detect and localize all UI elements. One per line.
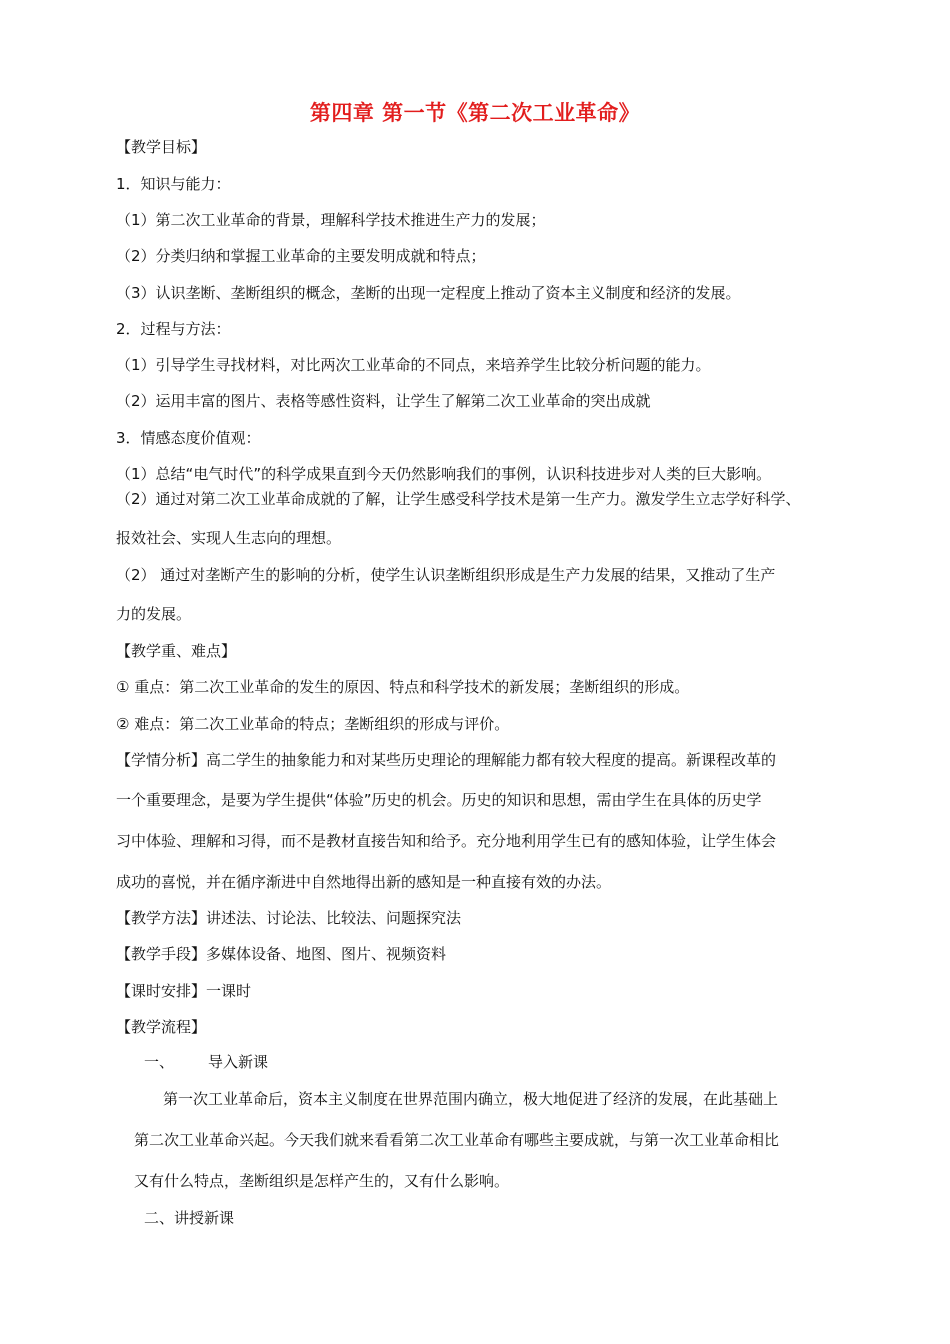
page-title: 第四章 第一节《第二次工业革命》 bbox=[309, 101, 641, 125]
section-1-heading bbox=[144, 1052, 268, 1072]
analysis-line-4: 成功的喜悦，并在循序渐进中自然地得出新的感知是一种直接有效的办法。 bbox=[116, 873, 612, 891]
process-heading: 2．过程与方法： bbox=[116, 320, 231, 338]
knowledge-heading: 1．知识与能力： bbox=[116, 175, 231, 193]
keypoints-focus: ① 重点：第二次工业革命的发生的原因、特点和科学技术的新发展；垄断组织的形成。 bbox=[116, 678, 690, 696]
intro-line-2: 第二次工业革命兴起。今天我们就来看看第二次工业革命有哪些主要成就，与第一次工业革命相比 bbox=[134, 1131, 780, 1149]
class-schedule: 【课时安排】一课时 bbox=[116, 982, 252, 1000]
analysis-line-2: 一个重要理念，是要为学生提供“体验”历史的机会。历史的知识和思想，需由学生在具体的历史学 bbox=[116, 791, 762, 809]
flow-heading: 【教学流程】 bbox=[116, 1018, 207, 1036]
knowledge-item-2: （2）分类归纳和掌握工业革命的主要发明成就和特点； bbox=[116, 247, 486, 265]
section-1-title: 导入新课 bbox=[208, 1053, 269, 1071]
emotion-heading: 3．情感态度价值观： bbox=[116, 429, 261, 447]
emotion-item-3-line-1: （2） 通过对垄断产生的影响的分析，使学生认识垄断组织形成是生产力发展的结果，又推动了生产 bbox=[116, 566, 776, 584]
process-item-2: （2）运用丰富的图片、表格等感性资料，让学生了解第二次工业革命的突出成就 bbox=[116, 392, 651, 410]
analysis-line-1: 【学情分析】高二学生的抽象能力和对某些历史理论的理解能力都有较大程度的提高。新课程改革的 bbox=[116, 751, 777, 769]
teaching-means: 【教学手段】多媒体设备、地图、图片、视频资料 bbox=[116, 945, 447, 963]
emotion-item-1: （1）总结“电气时代”的科学成果直到今天仍然影响我们的事例，认识科技进步对人类的巨大影响。 bbox=[116, 465, 772, 483]
emotion-item-2-line-2: 报效社会、实现人生志向的理想。 bbox=[116, 529, 342, 547]
keypoints-difficulty: ② 难点：第二次工业革命的特点；垄断组织的形成与评价。 bbox=[116, 715, 510, 733]
section-2-heading: 二、讲授新课 bbox=[144, 1209, 235, 1227]
intro-line-3: 又有什么特点，垄断组织是怎样产生的，又有什么影响。 bbox=[134, 1172, 510, 1190]
analysis-line-3: 习中体验、理解和习得，而不是教材直接告知和给予。充分地利用学生已有的感知体验，让学生体会 bbox=[116, 832, 777, 850]
section-1-number: 一、 bbox=[144, 1053, 175, 1071]
process-item-1: （1）引导学生寻找材料，对比两次工业革命的不同点，来培养学生比较分析问题的能力。 bbox=[116, 356, 711, 374]
knowledge-item-3: （3）认识垄断、垄断组织的概念，垄断的出现一定程度上推动了资本主义制度和经济的发展。 bbox=[116, 284, 741, 302]
keypoints-heading: 【教学重、难点】 bbox=[116, 642, 237, 660]
emotion-item-3-line-2: 力的发展。 bbox=[116, 605, 192, 623]
intro-line-1: 第一次工业革命后，资本主义制度在世界范围内确立，极大地促进了经济的发展，在此基础上 bbox=[163, 1090, 779, 1108]
teaching-method: 【教学方法】讲述法、讨论法、比较法、问题探究法 bbox=[116, 909, 462, 927]
knowledge-item-1: （1）第二次工业革命的背景，理解科学技术推进生产力的发展； bbox=[116, 211, 546, 229]
emotion-item-2-line-1: （2）通过对第二次工业革命成就的了解，让学生感受科学技术是第一生产力。激发学生立志学好科学、 bbox=[116, 490, 801, 508]
objectives-heading: 【教学目标】 bbox=[116, 138, 207, 156]
